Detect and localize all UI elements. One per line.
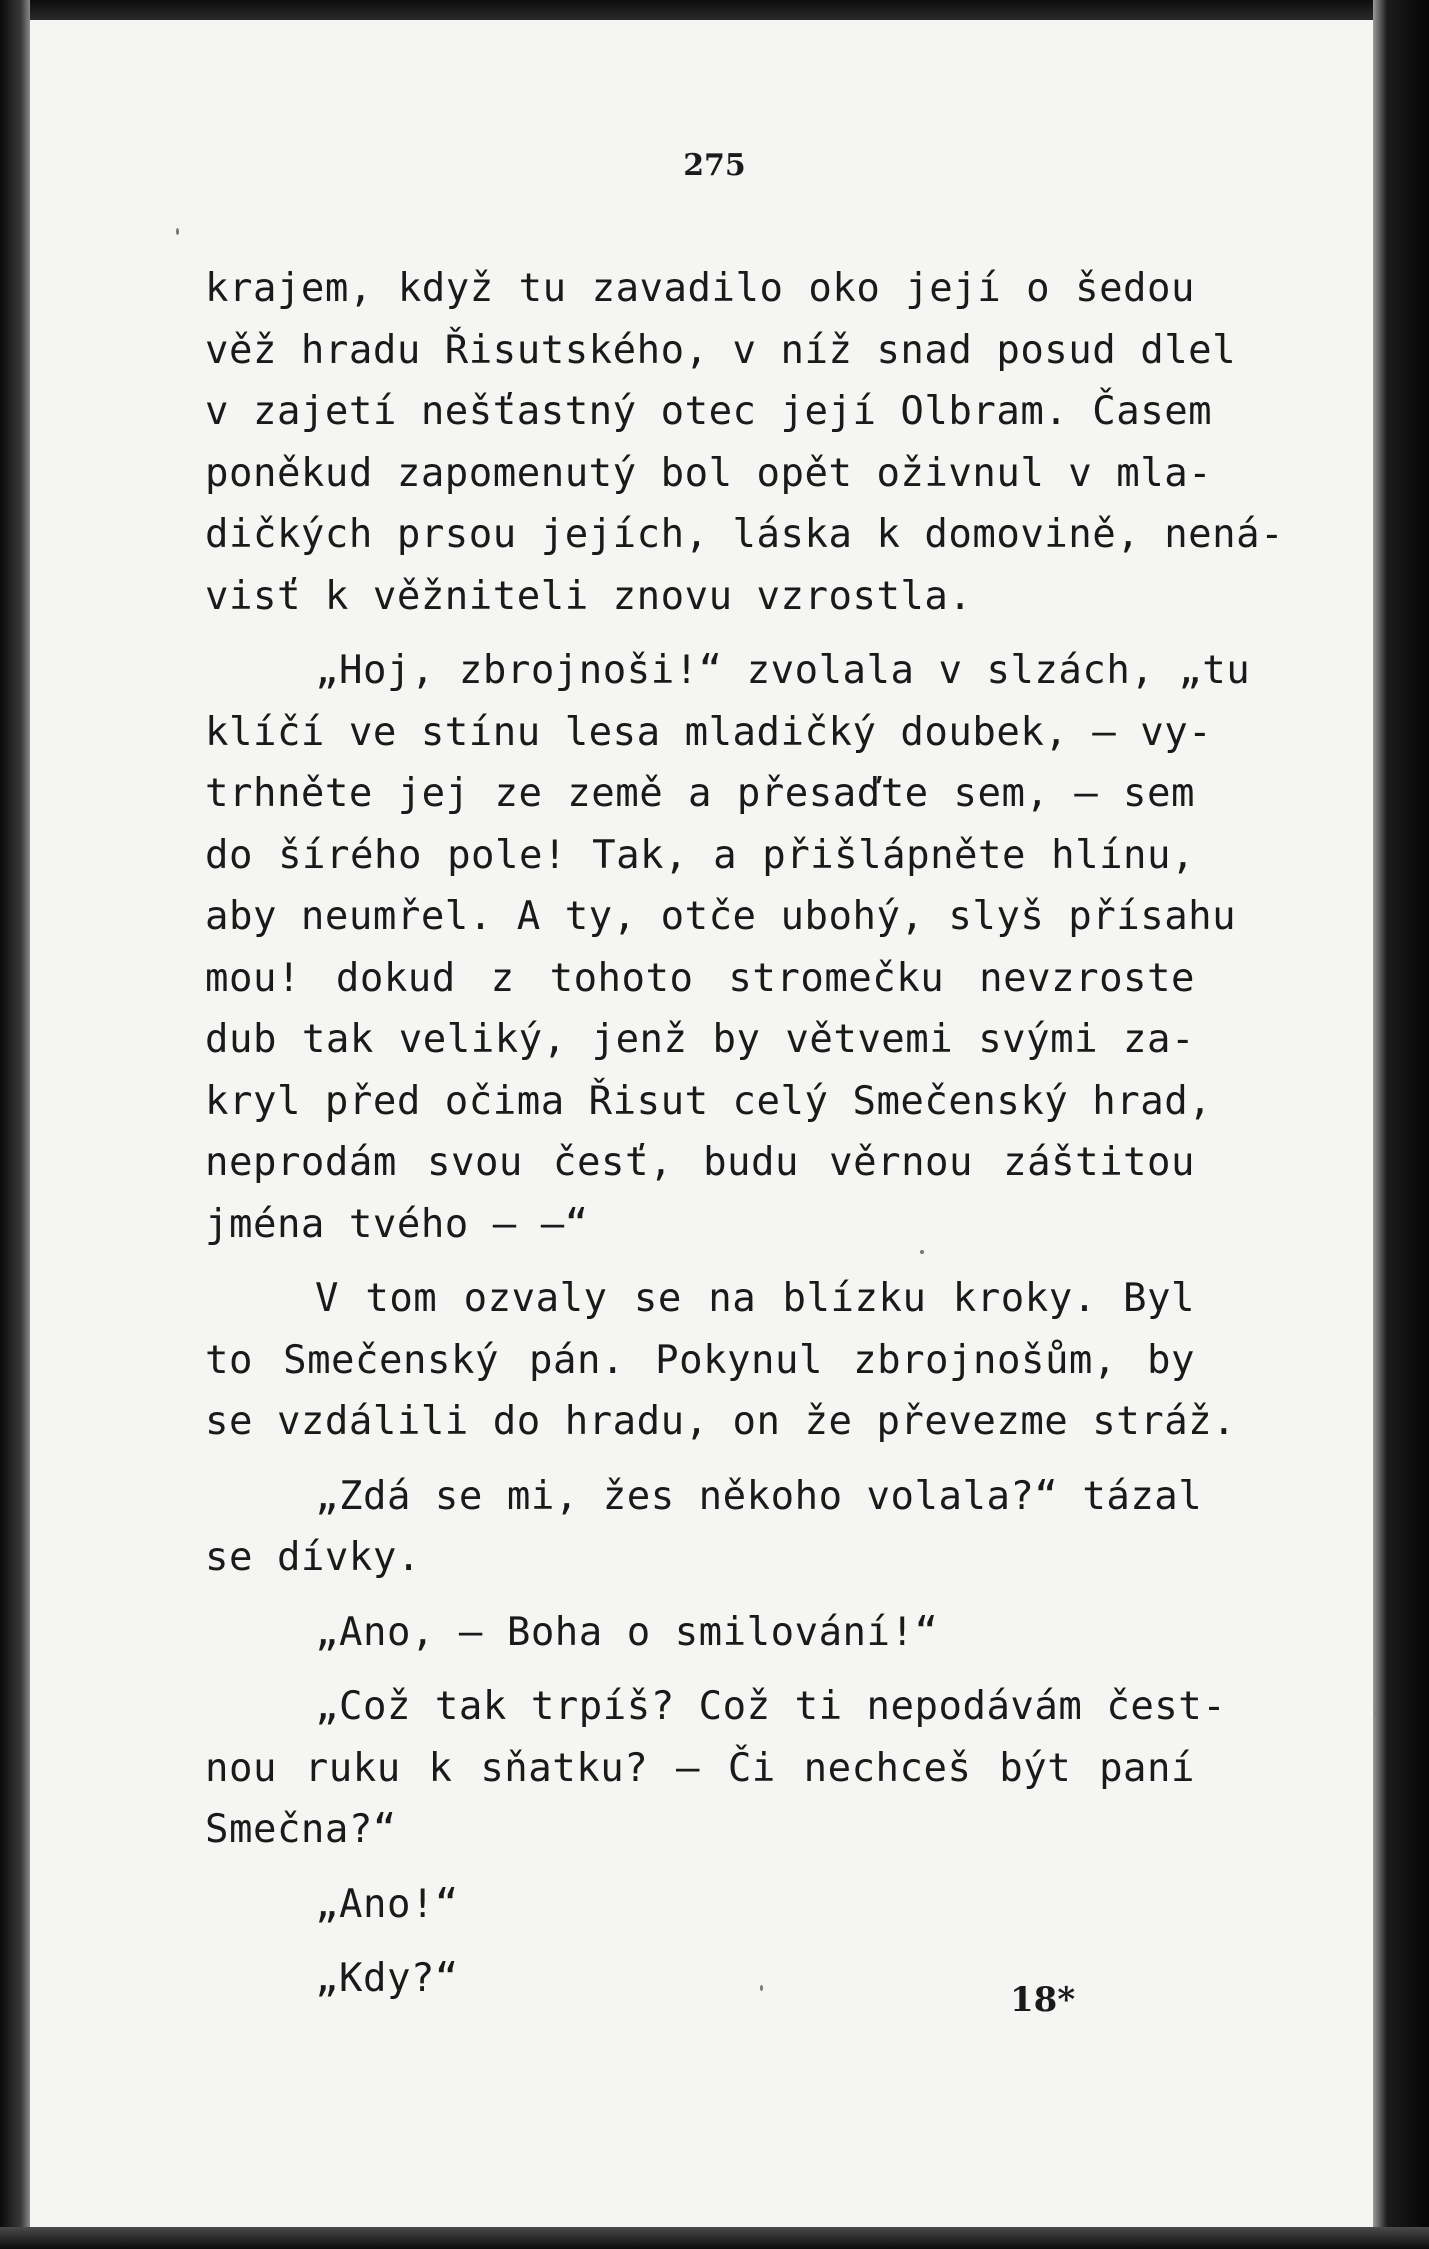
text-line: mou! dokud z tohoto stromečku nevzroste (205, 955, 1195, 1001)
text-line: visť k věžniteli znovu vzrostla. (205, 573, 973, 619)
text-line: aby neumřel. A ty, otče ubohý, slyš přísahu (205, 894, 1237, 939)
text-line: se vzdálili do hradu, on že převezme stráž. (205, 1399, 1237, 1444)
scan-edge-bottom (0, 2227, 1429, 2249)
paragraph (205, 1466, 1203, 1589)
text-line: klíčí ve stínu lesa mladičký doubek, — vy- (205, 709, 1213, 755)
text-line: se dívky. (205, 1535, 421, 1580)
paragraph (205, 640, 1251, 1255)
text-line: trhněte jej ze země a přesaďte sem, — sem (205, 771, 1195, 816)
text-line: jména tvého — —“ (205, 1201, 589, 1247)
text-line: „Kdy?“ (315, 1956, 459, 2001)
scan-edge-left (0, 0, 30, 2249)
text-line: v zajetí nešťastný otec její Olbram. Časem (205, 389, 1213, 434)
paragraph (205, 1602, 1195, 1664)
text-line: dub tak veliký, jenž by větvemi svými za- (205, 1017, 1195, 1062)
text-line: dičkých prsou jejích, láska k domovině, nená- (205, 512, 1285, 557)
text-line: neprodám svou česť, budu věrnou záštitou (205, 1140, 1195, 1185)
text-line: krajem, když tu zavadilo oko její o šedou (205, 266, 1195, 311)
signature-mark: 18* (1010, 1980, 1076, 2020)
text-line: nou ruku k sňatku? — Či nechceš být paní (205, 1745, 1195, 1791)
text-line: do šírého pole! Tak, a přišlápněte hlínu, (205, 832, 1195, 878)
text-line: to Smečenský pán. Pokynul zbrojnošům, by (205, 1337, 1195, 1383)
paragraph (205, 1874, 1195, 1936)
page-number: 275 (683, 148, 746, 183)
paragraph (205, 1268, 1237, 1453)
text-line: věž hradu Řisutského, v níž snad posud dlel (205, 327, 1237, 373)
text-line: „Ano!“ (315, 1881, 459, 1927)
paragraph (205, 258, 1285, 627)
text-line: „Ano, — Boha o smilování!“ (315, 1609, 939, 1655)
text-line: „Hoj, zbrojnoši!“ zvolala v slzách, „tu (315, 648, 1251, 693)
text-line: V tom ozvaly se na blízku kroky. Byl (315, 1276, 1195, 1321)
scan-speck (1375, 1710, 1378, 1715)
scan-edge-right (1373, 0, 1429, 2249)
text-line: kryl před očima Řisut celý Smečenský hrad, (205, 1078, 1213, 1124)
text-line: Smečna?“ (205, 1807, 397, 1852)
paragraph (205, 1676, 1227, 1861)
body-text (205, 258, 1285, 2010)
text-line: poněkud zapomenutý bol opět oživnul v mla- (205, 450, 1213, 496)
scan-edge-top (0, 0, 1429, 20)
text-line: „Což tak trpíš? Což ti nepodávám čest- (315, 1684, 1227, 1729)
scan-speck (176, 228, 179, 235)
text-line: „Zdá se mi, žes někoho volala?“ tázal (315, 1473, 1203, 1519)
